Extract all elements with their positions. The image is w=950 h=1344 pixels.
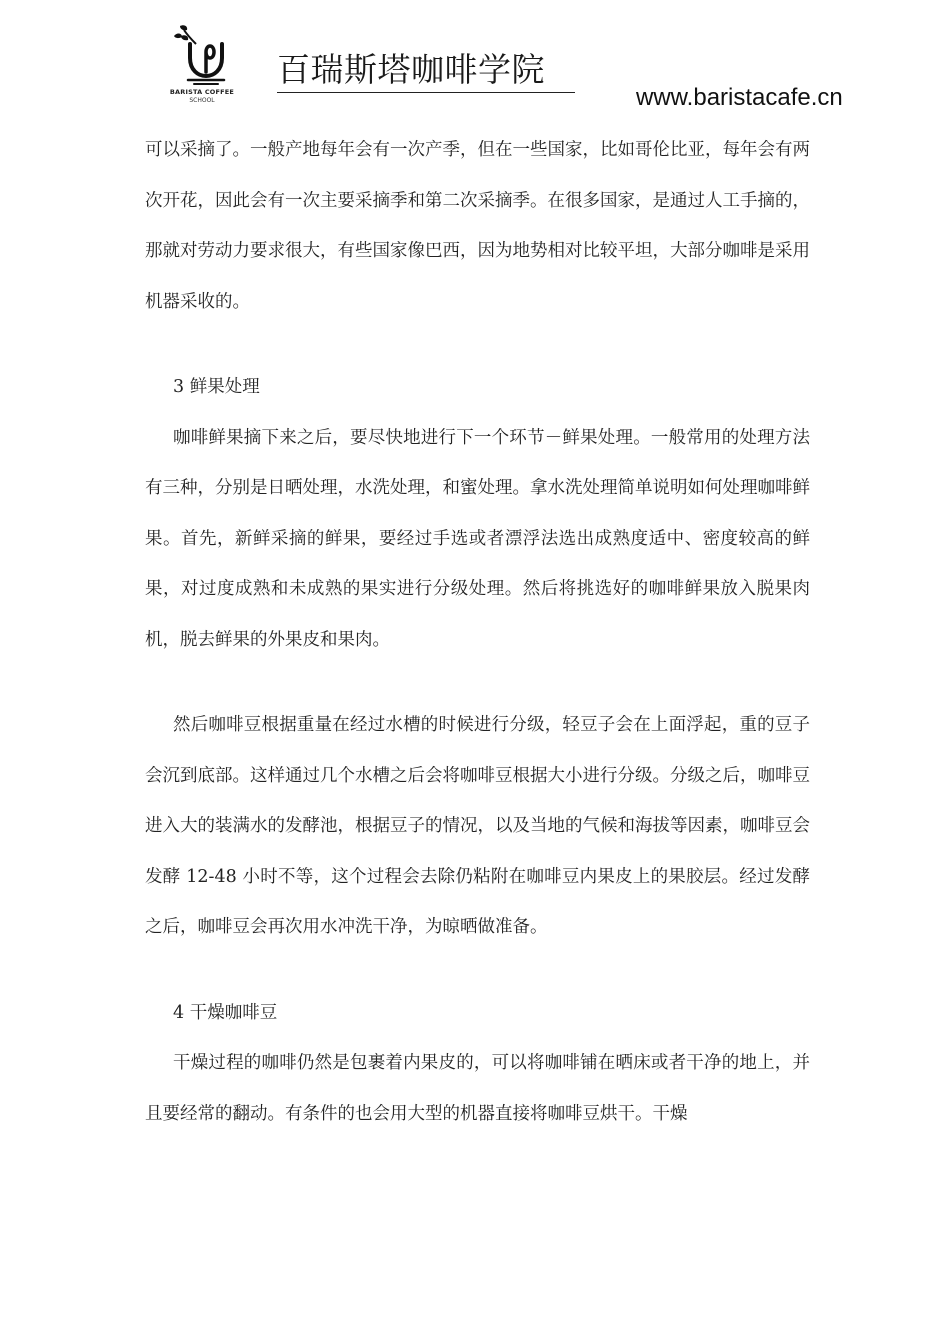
coffee-cup-branch-icon — [166, 22, 238, 88]
school-logo — [160, 22, 244, 112]
section-heading-4: 4 干燥咖啡豆 — [173, 1002, 278, 1023]
school-title: 百瑞斯塔咖啡学院 — [277, 50, 545, 89]
paragraph-fermentation: 然后咖啡豆根据重量在经过水槽的时候进行分级，轻豆子会在上面浮起，重的豆子会沉到底部。这样通过几个水槽之后会将咖啡豆根据大小进行分级。分级之后，咖啡豆进入大的装满水的发酵池，根据豆子的情况，以及当地的气候和海拔等因素，咖啡豆会发酵 12-48 小时不等，这个过程会去除仍粘附在咖啡豆内果皮上的果胶层。经过发酵之后，咖啡豆会再次用水冲洗干净，为晾晒做准备。 — [145, 715, 810, 937]
logo-name-text: BARISTA COFFEE — [169, 88, 235, 96]
paragraph-gap — [145, 665, 810, 700]
paragraph-gap — [145, 327, 810, 362]
title-underline — [277, 92, 575, 93]
section-heading-3: 3 鲜果处理 — [173, 377, 260, 397]
paragraph-processing: 咖啡鲜果摘下来之后，要尽快地进行下一个环节－鲜果处理。一般常用的处理方法有三种，分别是日晒处理，水洗处理，和蜜处理。拿水洗处理简单说明如何处理咖啡鲜果。首先，新鲜采摘的鲜果，要经过手选或者漂浮法选出成熟度适中、密度较高的鲜果，对过度成熟和未成熟的果实进行分级处理。然后将挑选好的咖啡鲜果放入脱果肉机，脱去鲜果的外果皮和果肉。 — [145, 427, 810, 650]
paragraph-harvest: 可以采摘了。一般产地每年会有一次产季，但在一些国家，比如哥伦比亚，每年会有两次开花，因此会有一次主要采摘季和第二次采摘季。在很多国家，是通过人工手摘的，那就对劳动力要求很大，有些国家像巴西，因为地势相对比较平坦，大部分咖啡是采用机器采收的。 — [145, 140, 810, 312]
document-body — [145, 125, 810, 1139]
logo-sub-text: SCHOOL — [189, 97, 215, 104]
website-url: www.baristacafe.cn — [636, 84, 843, 111]
paragraph-gap — [145, 953, 810, 988]
paragraph-drying: 干燥过程的咖啡仍然是包裹着内果皮的，可以将咖啡铺在晒床或者干净的地上，并且要经常的翻动。有条件的也会用大型的机器直接将咖啡豆烘干。干燥 — [145, 1053, 810, 1124]
